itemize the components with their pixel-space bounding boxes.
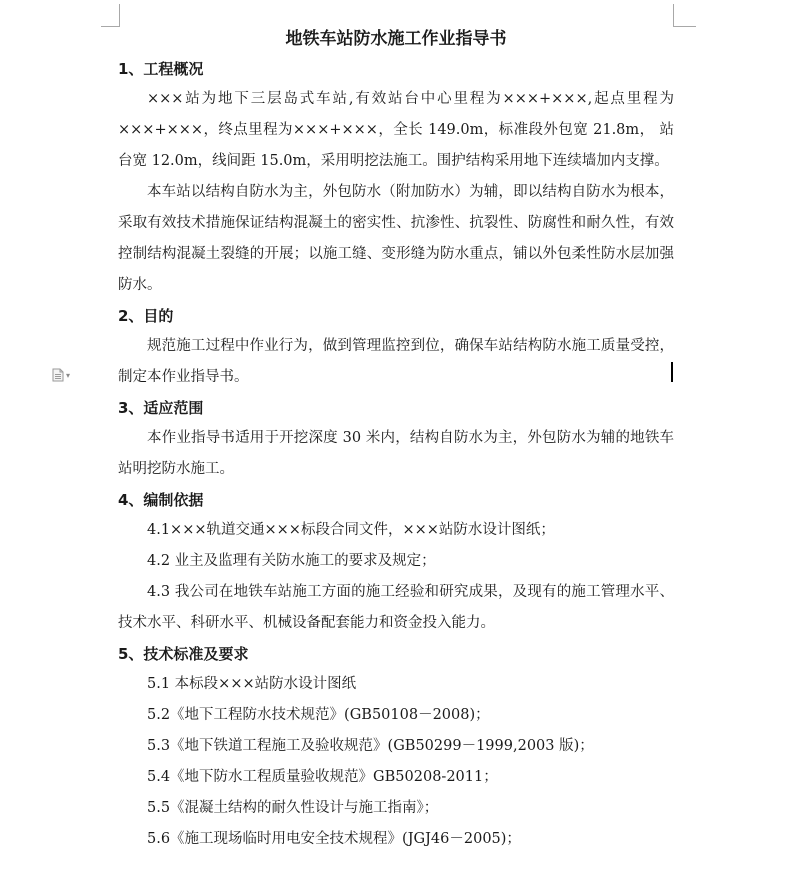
paragraph: 本作业指导书适用于开挖深度 30 米内，结构自防水为主，外包防水为辅的地铁车站明挖防水施工。 — [118, 430, 674, 477]
section-heading: 2、目的 — [118, 307, 174, 325]
section-heading: 3、适应范围 — [118, 399, 204, 417]
list-item: 4.3 我公司在地铁车站施工方面的施工经验和研究成果，及现有的施工管理水平、技术水平、科研水平、机械设备配套能力和资金投入能力。 — [118, 584, 674, 631]
list-item: 4.2 业主及监理有关防水施工的要求及规定； — [147, 553, 436, 569]
text-cursor — [671, 362, 673, 382]
section-purpose — [118, 301, 674, 393]
document-title: 地铁车站防水施工作业指导书 — [285, 29, 507, 49]
section-standards — [118, 639, 674, 855]
margin-corner-top-right — [673, 4, 696, 27]
section-basis — [118, 485, 674, 639]
section-scope — [118, 393, 674, 485]
paragraph: 规范施工过程中作业行为，做到管理监控到位，确保车站结构防水施工质量受控，制定本作业指导书。 — [118, 338, 674, 385]
list-item: 5.5《混凝土结构的耐久性设计与施工指南》； — [147, 800, 439, 816]
list-item: 5.4《地下防水工程质量验收规范》GB50208-2011； — [147, 769, 498, 785]
paragraph: 本车站以结构自防水为主，外包防水（附加防水）为辅，即以结构自防水为根本，采取有效技术措施保证结构混凝土的密实性、抗渗性、抗裂性、防腐性和耐久性，有效控制结构混凝土裂缝的开展；以施工缝、变形缝为防水重点，铺以外包柔性防水层加强防水。 — [118, 184, 674, 293]
list-item: 5.6《施工现场临时用电安全技术规程》(JGJ46－2005)； — [147, 831, 521, 847]
caret-down-icon: ▾ — [66, 370, 71, 380]
paragraph-options-button[interactable] — [52, 367, 76, 383]
document-body[interactable] — [118, 24, 674, 855]
list-item: 5.3《地下铁道工程施工及验收规范》(GB50299－1999,2003 版)； — [147, 738, 594, 754]
paragraph: ×××站为地下三层岛式车站,有效站台中心里程为×××+×××,起点里程为×××+×××，终点里程为×××+×××，全长 149.0m，标准段外包宽 21.8m， 站台宽 12.0m，线间距 15.0m，采用明挖法施工。围护结构采用地下连续墙加内支撑。 — [118, 91, 674, 169]
section-heading: 5、技术标准及要求 — [118, 645, 249, 663]
document-icon — [52, 368, 64, 382]
section-heading: 4、编制依据 — [118, 491, 204, 509]
list-item: 4.1×××轨道交通×××标段合同文件，×××站防水设计图纸； — [147, 522, 555, 538]
list-item: 5.1 本标段×××站防水设计图纸 — [147, 676, 357, 692]
list-item: 5.2《地下工程防水技术规范》(GB50108－2008)； — [147, 707, 490, 723]
section-heading: 1、工程概况 — [118, 60, 204, 78]
section-overview — [118, 54, 674, 301]
